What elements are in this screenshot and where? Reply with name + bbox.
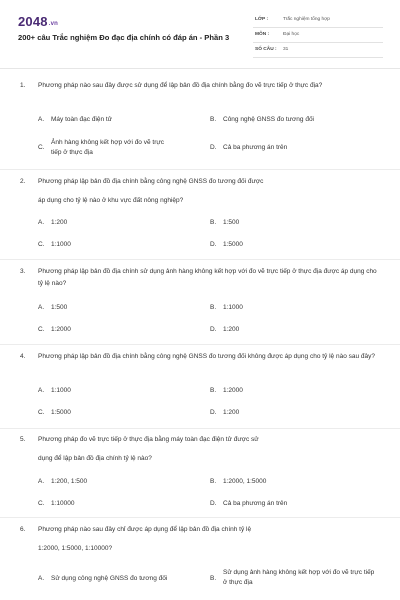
question-divider <box>0 169 400 170</box>
question-text-continued: dụng để lập bản đồ địa chính tỷ lệ nào? <box>38 455 152 462</box>
question-divider <box>0 428 400 429</box>
question-text-continued: 1:2000, 1:5000, 1:10000? <box>38 545 113 552</box>
question-number: 3. <box>20 268 26 275</box>
question-text: Phương pháp lập bản đồ địa chính bằng công nghệ GNSS đo tương đối không được áp dụng cho tỷ lệ nào sau đây? <box>38 353 375 360</box>
question-text: Phương pháp đo vẽ trực tiếp ở thực địa bằng máy toàn đạc điện tử được sử <box>38 436 259 443</box>
meta-value: Đại học <box>283 32 300 37</box>
document-header <box>0 0 400 66</box>
page-title: 200+ câu Trắc nghiệm Đo đạc địa chính có đáp án - Phần 3 <box>18 33 230 42</box>
question-divider <box>0 517 400 518</box>
meta-key: LỚP : <box>255 17 269 22</box>
question-number: 5. <box>20 436 26 443</box>
question-text: Phương pháp nào sau đây chỉ được áp dụng để lập bản đồ địa chính tỷ lệ <box>38 526 252 533</box>
question-divider <box>0 344 400 345</box>
site-logo[interactable]: 2048.vn <box>18 14 59 29</box>
header-divider <box>0 68 400 69</box>
question-number: 2. <box>20 178 26 185</box>
question-text: Phương pháp nào sau đây được sử dụng để lập bản đồ địa chính bằng đo vẽ trực tiếp ở thực địa? <box>38 82 323 89</box>
question-divider <box>0 259 400 260</box>
meta-key: MÔN : <box>255 32 270 37</box>
question-text: Phương pháp lập bản đồ địa chính bằng công nghệ GNSS đo tương đối được <box>38 178 264 185</box>
meta-row-class <box>253 14 383 28</box>
question-number: 4. <box>20 353 26 360</box>
question-text-continued: áp dụng cho tỷ lệ nào ở khu vực đất nông nghiệp? <box>38 197 184 204</box>
meta-key: SỐ CÂU : <box>255 47 277 52</box>
question-number: 1. <box>20 82 26 89</box>
meta-row-subject <box>253 29 383 43</box>
meta-row-count <box>253 44 383 58</box>
meta-value: Trắc nghiệm tổng hợp <box>283 17 330 22</box>
question-number: 6. <box>20 526 26 533</box>
question-text: Phương pháp lập bản đồ địa chính sử dụng ảnh hàng không kết hợp với đo vẽ trực tiếp ở thực địa được áp dụng cho tỷ lệ nào? <box>38 268 377 287</box>
meta-value: 31 <box>283 47 289 52</box>
